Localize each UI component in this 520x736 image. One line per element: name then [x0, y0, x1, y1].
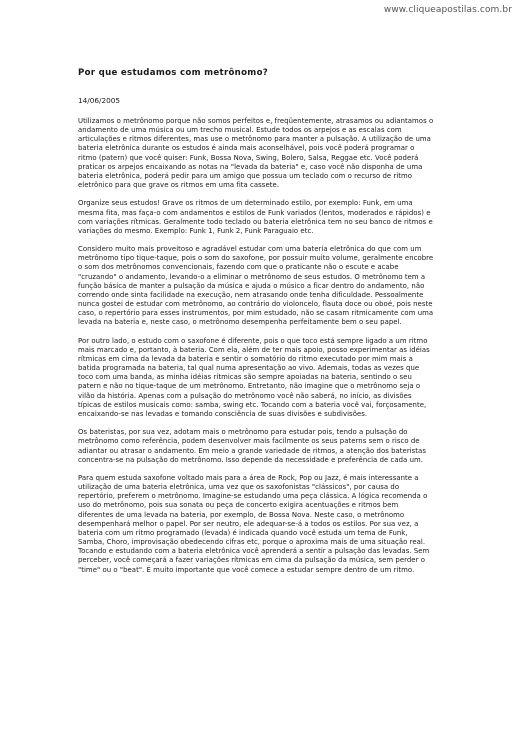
- site-url: www.cliqueapostilas.com.br: [383, 5, 512, 15]
- article-title: Por que estudamos com metrônomo?: [78, 68, 269, 78]
- article-paragraph: Considero muito mais proveitoso e agradável estudar com uma bateria eletrônica do que com um metrônomo tipo tique-taque, pois o som do saxofone, por possuir muito volume, geralmente encobre o som dos metrônomos convencionais, fazendo com que o praticante não o escute e acabe "cruzando" o andamento, levando-o a eliminar o metrônomo de seus estudos. O metrônomo tem a função básica de manter a pulsação da música e ajuda o músico a ficar dentro do andamento, não correndo onde sinta facilidade na execução, nem atrasando onde tenha dificuldade. Pessoalmente nunca gostei de estudar com metrônomo, ao contrário do violoncelo, flauta doce ou oboé, pois neste caso, o repertório para esses instrumentos, por mim estudado, não se casam ritmicamente com uma levada na bateria e, neste caso, o metrônomo desempenha perfeitamente bem o seu papel.: [78, 245, 434, 327]
- article: [78, 68, 434, 584]
- article-paragraph: Por outro lado, o estudo com o saxofone é diferente, pois o que toco está sempre ligado a um ritmo mais marcado e, portanto, à bateria. Com ela, além de ter mais apoio, posso experimentar as idéias rítmicas em cima da levada da bateria e sentir o somatório do ritmo executado por mim mais a batida programada na bateria, tal qual numa apresentação ao vivo. Ademais, todas as vezes que toco com uma banda, as minha idéias rítmicas são sempre apoiadas na bateria, sentindo o seu patern e não no tique-taque de um metrônomo. Entretanto, não imagine que o metrônomo seja o vilão da história. Apenas com a pulsação do metrônomo você não saberá, no início, as divisões típicas de estilos musicais como: samba, swing etc. Tocando com a bateria você vai, forçosamente, encaixando-se nas levadas e tomando consciência de suas divisões e subdivisões.: [78, 336, 430, 418]
- article-paragraph: Organize seus estudos! Grave os ritmos de um determinado estilo, por exemplo: Funk, em uma mesma fita, mas faça-o com andamentos e estilos de Funk variados (lentos, moderados e rápidos) e com variações rítmicas. Geralmente todo teclado ou bateria eletrônica tem no seu banco de ritmos e variações do mesmo. Exemplo: Funk 1, Funk 2, Funk Paraguaio etc.: [78, 199, 433, 235]
- article-paragraph: Para quem estuda saxofone voltado mais para a área de Rock, Pop ou Jazz, é mais interessante a utilização de uma bateria eletrônica, uma vez que os saxofonistas "clássicos", por causa do repertório, preferem o metrônomo. Imagine-se estudando uma peça clássica. A lógica recomenda o uso do metrônomo, pois sua sonata ou peça de concerto exigira acentuações e ritmos bem diferentes de uma levada na bateria, por exemplo, de Bossa Nova. Neste caso, o metrônomo desempenhará melhor o papel. Por ser neutro, ele adequar-se-á a todos os estilos. Por sua vez, a bateria com um ritmo programado (levada) é indicada quando você estuda um tema de Funk, Samba, Choro, improvisação obedecendo cifras etc, porque o aproxima mais de uma situação real. Tocando e estudando com a bateria eletrônica você aprenderá a sentir a pulsação das levadas. Sem perceber, você começará a fazer variações rítmicas em cima da pulsação da música, sem perder o "time" ou o "beat". É muito importante que você comece a estudar sempre dentro de um ritmo.: [78, 474, 430, 574]
- article-date: 14/06/2005: [78, 96, 121, 105]
- article-paragraph: Utilizamos o metrônomo porque não somos perfeitos e, freqüentemente, atrasamos ou adiantamos o andamento de uma música ou um trecho musical. Estude todos os arpejos e as escalas com articulações e ritmos diferentes, mas use o metrônomo para manter a pulsação. A utilização de uma bateria eletrônica durante os estudos é ainda mais aconselhável, pois você poderá programar o ritmo (patern) que você quiser: Funk, Bossa Nova, Swing, Bolero, Salsa, Reggae etc. Você poderá praticar os arpejos encaixando as notas na "levada da bateria" e, caso você não disponha de uma bateria eletrônica, poderá pedir para um amigo que possua um teclado com o recurso de ritmo eletrônico para que grave os ritmos em uma fita cassete.: [78, 117, 434, 190]
- article-paragraph: Os bateristas, por sua vez, adotam mais o metrônomo para estudar pois, tendo a pulsação do metrônomo como referência, podem desenvolver mais facilmente os seus paterns sem o risco de adiantar ou atrasar o andamento. Em meio a grande variedade de ritmos, a atenção dos bateristas concentra-se na pulsação do metrônomo. Isso depende da necessidade e preferência de cada um.: [78, 428, 426, 464]
